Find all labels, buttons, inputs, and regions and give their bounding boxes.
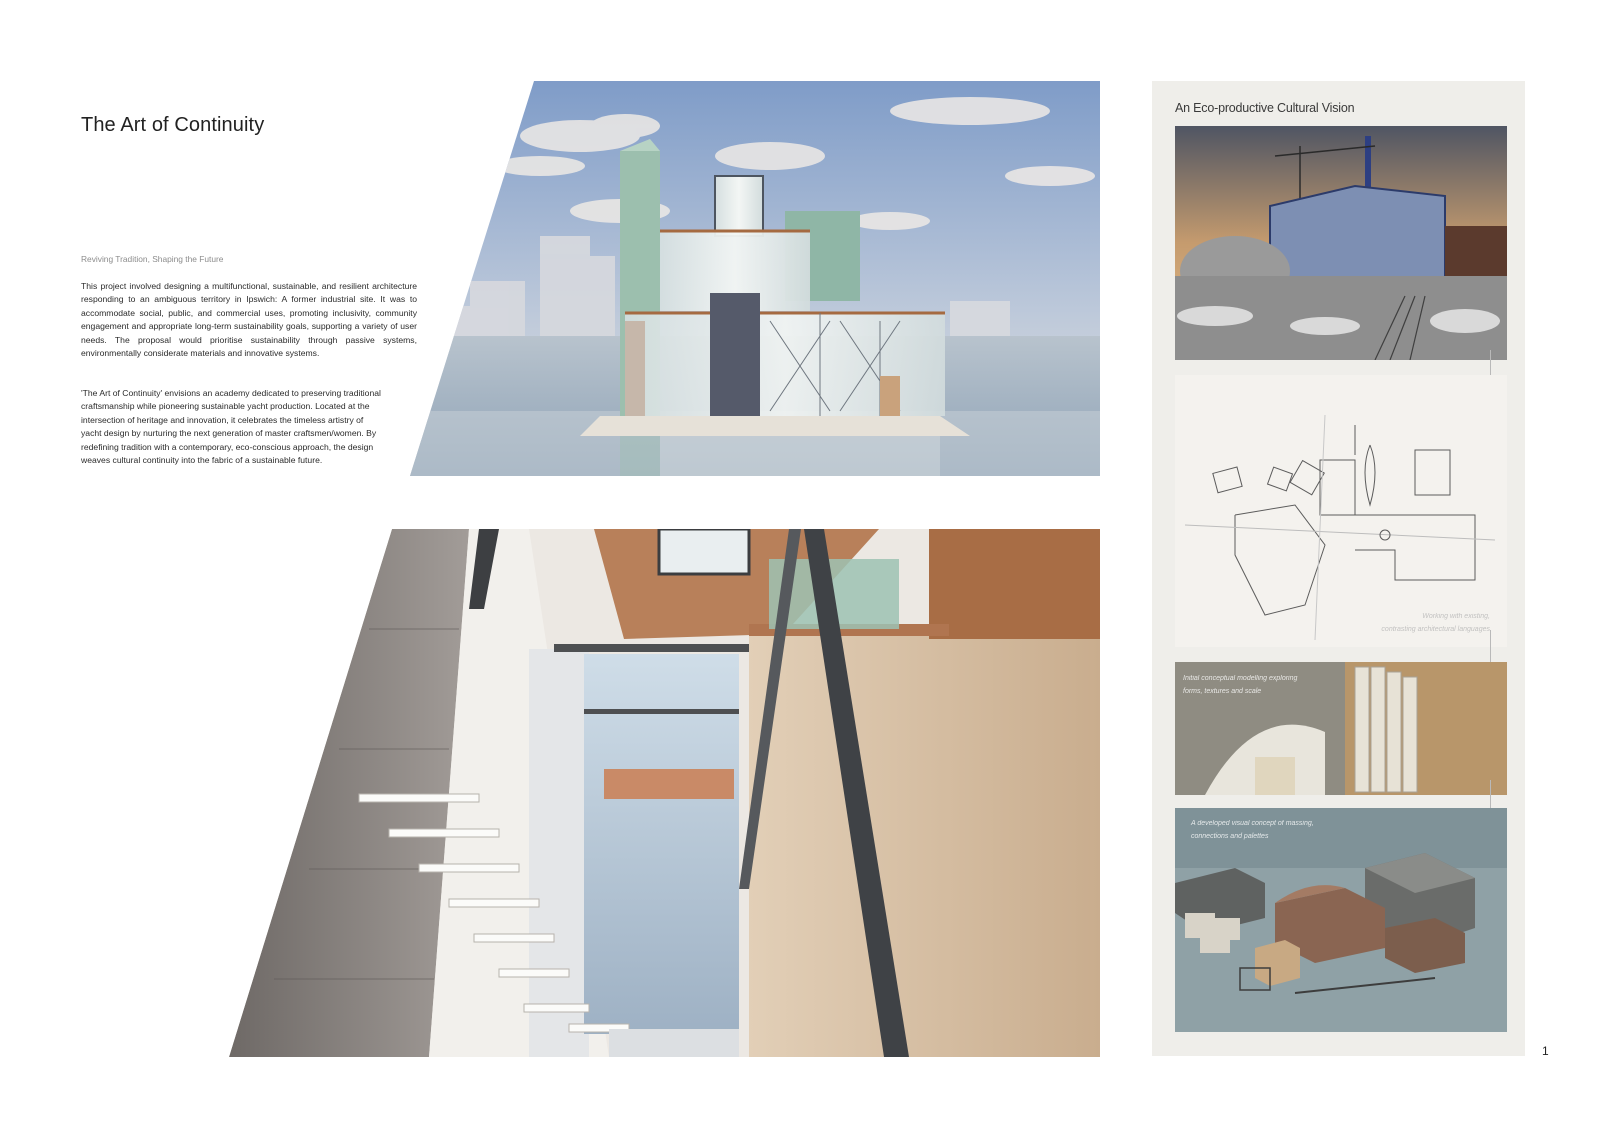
concept-paragraph: 'The Art of Continuity' envisions an academy dedicated to preserving traditional craftsmanship while pioneering sustainable yacht production. Located at the intersection of heritage and innovation, it celebrates the timeless artistry of yacht design by nurturing the next generation of master craftsmen/women. By redefining tradition with a contemporary, eco-conscious approach, the design weaves cultural continuity into the fabric of a sustainable future. bbox=[81, 388, 381, 466]
page-title: The Art of Continuity bbox=[81, 114, 265, 136]
panel-title: An Eco-productive Cultural Vision bbox=[1175, 101, 1355, 115]
massing-caption: A developed visual concept of massing, connections and palettes bbox=[1191, 820, 1314, 840]
exterior-render bbox=[410, 81, 1100, 476]
collage-image bbox=[1175, 126, 1507, 360]
models-caption: Initial conceptual modelling exploring forms, textures and scale bbox=[1183, 675, 1298, 695]
interior-render bbox=[229, 529, 1100, 1057]
page-subtitle: Reviving Tradition, Shaping the Future bbox=[81, 254, 224, 264]
intro-paragraph: This project involved designing a multifunctional, sustainable, and resilient architecture responding to an ambiguous territory in Ipswich: A former industrial site. It was to accommodate social, public, and commercial uses, promoting inclusivity, community engagement and appropriate long-term sustainability goals, supporting a variety of user needs. The proposal would prioritise sustainability through passive systems, environmentally considerate materials and innovative systems. bbox=[81, 281, 417, 359]
page-number: 1 bbox=[1542, 1044, 1549, 1058]
sketch-image bbox=[1175, 375, 1507, 647]
sketch-caption: Working with existing, contrasting architectural languages bbox=[1381, 613, 1490, 633]
